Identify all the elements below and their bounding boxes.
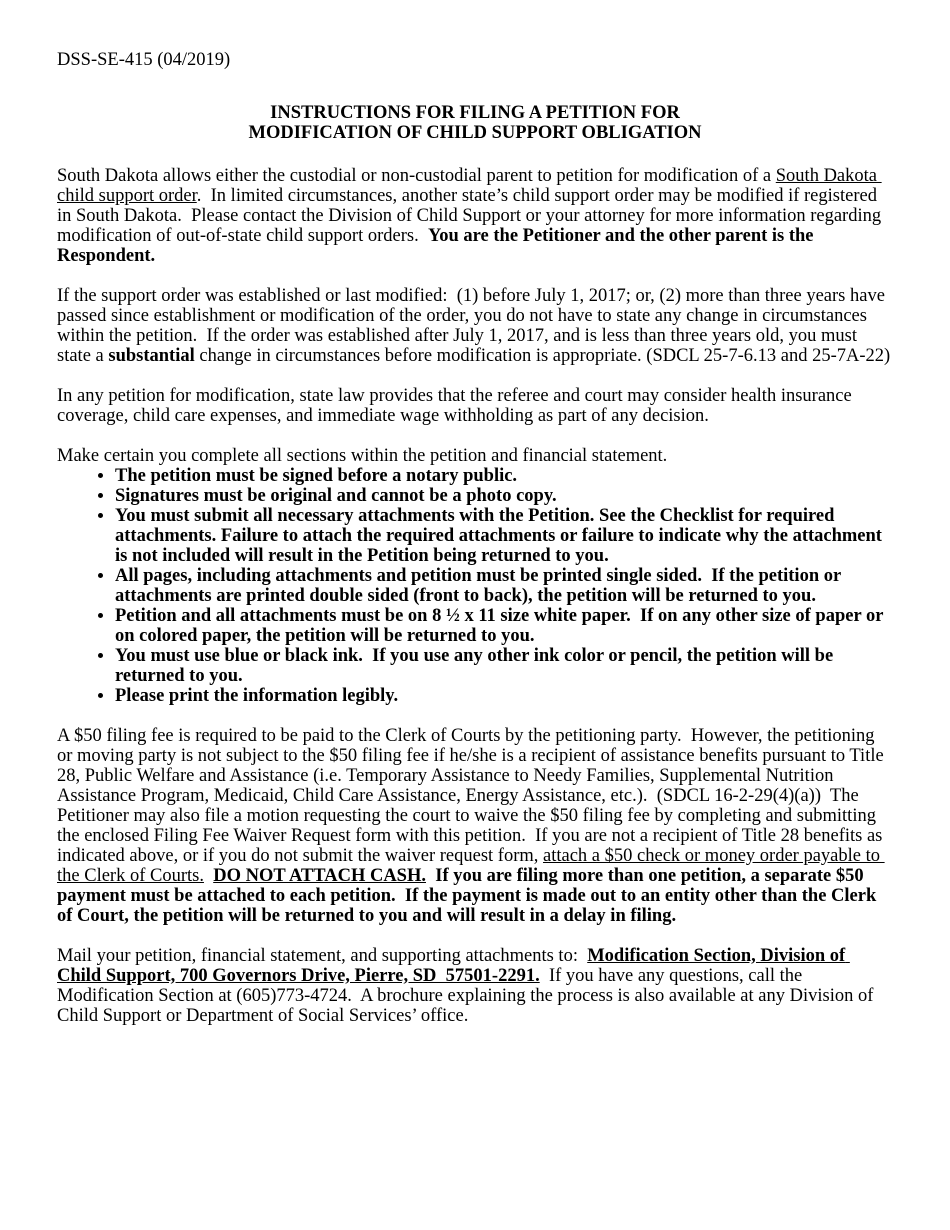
text-run: change in circumstances before modification is appropriate. (SDCL 25-7-6.13 and 25-7A-22) (194, 346, 891, 366)
text-run: substantial (108, 346, 195, 366)
text-run: DO NOT ATTACH CASH. (213, 866, 426, 886)
text-run: Mail your petition, financial statement, and supporting attachments to: (57, 946, 588, 966)
text-run (426, 866, 435, 886)
text-run: A $50 filing fee is required to be paid to the Clerk of Courts by the petitioning party. However, the petitioning or moving party is not subject to the $50 filing fee if he/she is a recipient of assistance benefits pursuant to Title 28, Public Welfare and Assistance (i.e. Temporary Assistance to Needy Families, Supplemental Nutrition Assistance Program, Medicaid, Child Care Assistance, Energy Assistance, etc.). (SDCL 16-2-29(4)(a)) The Petitioner may also file a motion requesting the court to waive the $50 filing fee by completing and submitting the enclosed Filing Fee Waiver Request form with this petition. If you are not a recipient of Title 28 benefits as indicated above, or if you do not submit the waiver request form, (57, 726, 889, 866)
text-run: You are the Petitioner and the other parent is the Respondent. (57, 226, 819, 266)
text-run (204, 866, 213, 886)
requirements-bullet-list (57, 466, 893, 706)
text-run: South Dakota allows either the custodial or non-custodial parent to petition for modification of a (57, 166, 776, 186)
bullet-item (115, 466, 893, 486)
text-run: South Dakota child support order (57, 166, 882, 206)
text-run: You must submit all necessary attachments with the Petition. See the Checklist for required attachments. Failure to attach the required attachments or failure to indicate why the attachment is not included will result in the Petition being returned to you. (115, 506, 887, 566)
text-run: Please print the information legibly. (115, 686, 399, 706)
text-run: Modification Section, Division of Child Support, 700 Governors Drive, Pierre, SD 57501-2291. (57, 946, 850, 986)
text-run: Petition and all attachments must be on 8 ½ x 11 size white paper. If on any other size of paper or on colored paper, the petition will be returned to you. (115, 606, 888, 646)
bullet-item (115, 506, 893, 566)
bullet-item (115, 646, 893, 686)
text-run: If you are filing more than one petition, a separate $50 payment must be attached to each petition. If the payment is made out to an entity other than the Clerk of Court, the petition will be returned to you and will result in a delay in filing. (57, 866, 881, 926)
paragraph-intro (57, 166, 893, 266)
title-line-2: MODIFICATION OF CHILD SUPPORT OBLIGATION (248, 123, 702, 143)
paragraph-make-certain (57, 446, 893, 466)
text-run: If you have any questions, call the Modification Section at (605)773-4724. A brochure explaining the process is also available at any Division of Child Support or Department of Social Services’ office. (57, 966, 879, 1026)
text-run: Signatures must be original and cannot be a photo copy. (115, 486, 557, 506)
text-run: If the support order was established or last modified: (1) before July 1, 2017; or, (2) more than three years have passed since establishment or modification of the order, you do not have to state any change in circumstances within the petition. If the order was established after July 1, 2017, and is less than three years old, you must state a (57, 286, 890, 366)
text-run: . In limited circumstances, another state’s child support order may be modified if registered in South Dakota. Please contact the Division of Child Support or your attorney for more information regarding modification of out-of-state child support orders. (57, 186, 886, 246)
document-title (57, 103, 893, 143)
text-run: You must use blue or black ink. If you use any other ink color or pencil, the petition will be returned to you. (115, 646, 838, 686)
form-number: DSS-SE-415 (04/2019) (57, 50, 231, 70)
text-run: attach a $50 check or money order payable to the Clerk of Courts. (57, 846, 885, 886)
bullet-item (115, 566, 893, 606)
text-run: In any petition for modification, state law provides that the referee and court may consider health insurance coverage, child care expenses, and immediate wage withholding as part of any decision. (57, 386, 857, 426)
text-run: The petition must be signed before a notary public. (115, 466, 518, 486)
paragraph-timing-rules (57, 286, 893, 366)
title-line-1: INSTRUCTIONS FOR FILING A PETITION FOR (270, 103, 680, 123)
bullet-item (115, 686, 893, 706)
bullet-item (115, 606, 893, 646)
paragraph-mailing-instructions (57, 946, 893, 1026)
text-run: Make certain you complete all sections within the petition and financial statement. (57, 446, 668, 466)
paragraph-considerations (57, 386, 893, 426)
bullet-item (115, 486, 893, 506)
text-run: All pages, including attachments and petition must be printed single sided. If the petition or attachments are printed double sided (front to back), the petition will be returned to you. (115, 566, 846, 606)
paragraph-filing-fee (57, 726, 893, 926)
